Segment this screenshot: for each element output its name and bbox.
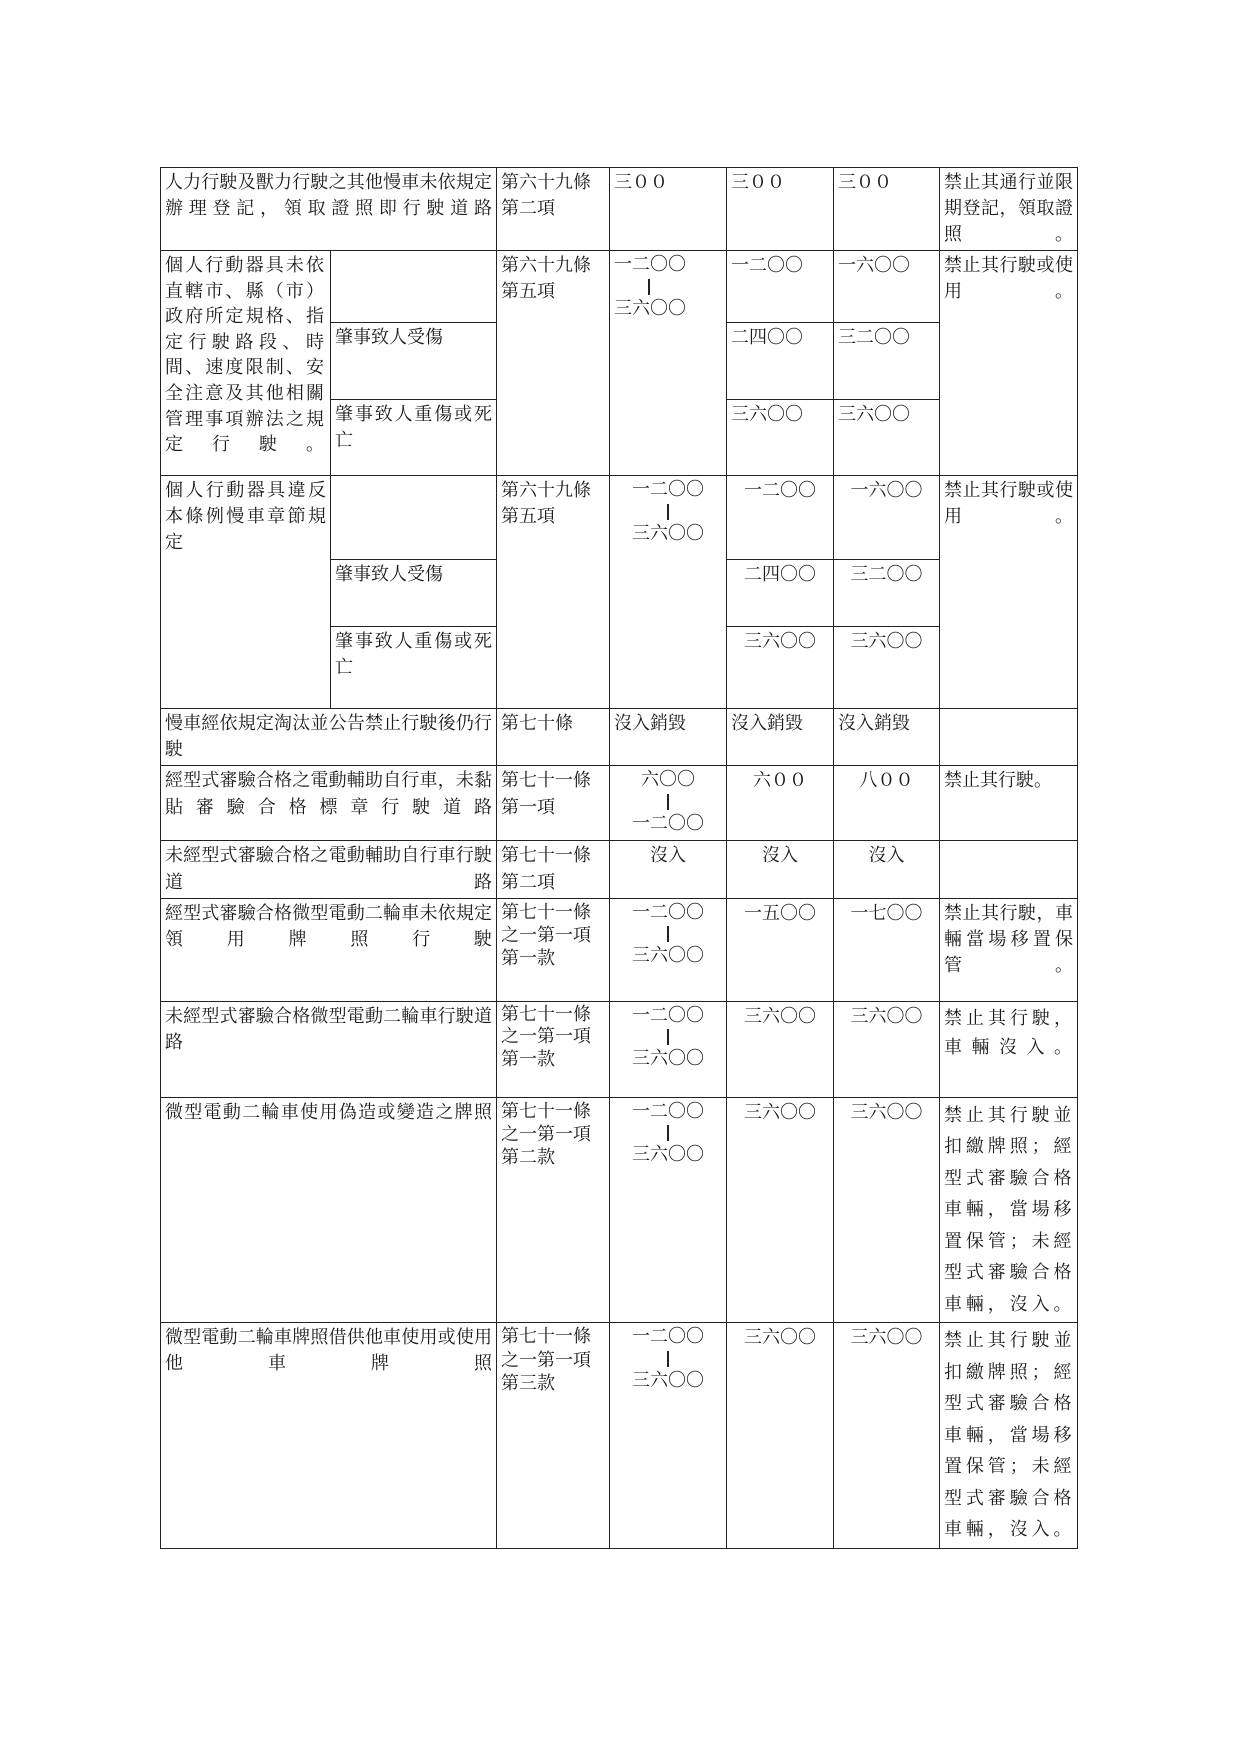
fine-schedule-table [160,167,1078,1549]
table-row [161,1097,1078,1323]
fine-level-3: 沒入銷毀 [834,709,940,766]
table-row [161,766,1078,841]
fine-level-2: 一二〇〇 [727,476,834,560]
table-row [161,1323,1078,1549]
range-bar [667,504,669,520]
behavior-cell: 個人行動器具違反本條例慢車章節規定 [161,476,331,709]
fine-level-3: 三六〇〇 [834,1001,940,1097]
article-cell: 第七十一條之一第一項第三款 [497,1323,610,1549]
sub-condition-cell: 肇事致人重傷或死亡 [331,627,497,709]
note-cell: 禁止其行駛。 [940,766,1078,841]
range-bar [667,1351,669,1367]
table-row [161,251,1078,323]
fine-level-2: 一二〇〇 [727,251,834,323]
note-cell [940,709,1078,766]
note-cell: 禁止其行駛，車輛沒入。 [940,1001,1078,1097]
fine-range-from: 一二〇〇 [632,1326,704,1348]
fine-range-from: 一二〇〇 [632,1100,704,1122]
sub-condition-cell: 肇事致人受傷 [331,323,497,400]
fine-level-2: 沒入 [727,841,834,898]
range-bar [667,926,669,942]
fine-level-2: 三六〇〇 [727,1097,834,1323]
range-bar [648,279,650,295]
fine-level-3: 一七〇〇 [834,898,940,1001]
range-bar [667,1125,669,1141]
table-row [161,898,1078,1001]
table-row [161,168,1078,251]
fine-level-2: 一五〇〇 [727,898,834,1001]
behavior-cell: 微型電動二輪車使用偽造或變造之牌照 [161,1097,497,1323]
fine-range-from: 一二〇〇 [632,1004,704,1026]
behavior-cell: 個人行動器具未依直轄市、縣（市）政府所定規格、指定行駛路段、時間、速度限制、安全注意及其他相關管理事項辦法之規定行駛。 [161,251,331,476]
fine-level-2: 三六〇〇 [727,400,834,476]
fine-range-to: 三六〇〇 [632,1369,704,1391]
fine-level-2: 二四〇〇 [727,323,834,400]
fine-level-1 [610,1323,727,1549]
fine-level-3: 沒入 [834,841,940,898]
article-cell: 第六十九條第二項 [497,168,610,251]
note-cell: 禁止其行駛並扣繳牌照；經型式審驗合格車輛，當場移置保管；未經型式審驗合格車輛，沒入。 [940,1323,1078,1549]
article-cell: 第七十一條之一第一項第一款 [497,1001,610,1097]
behavior-cell: 微型電動二輪車牌照借供他車使用或使用他車牌照 [161,1323,497,1549]
fine-level-2: 沒入銷毀 [727,709,834,766]
fine-level-1 [610,766,727,841]
fine-level-1: 沒入 [610,841,727,898]
article-cell: 第七十一條之一第一項第二款 [497,1097,610,1323]
fine-level-1 [610,476,727,709]
article-cell: 第七十一條第二項 [497,841,610,898]
table-row [161,1001,1078,1097]
fine-level-1 [610,1001,727,1097]
fine-level-3: 三六〇〇 [834,1323,940,1549]
sub-condition-cell: 肇事致人重傷或死亡 [331,400,497,476]
article-cell: 第七十一條第一項 [497,766,610,841]
behavior-cell: 經型式審驗合格微型電動二輪車未依規定領用牌照行駛 [161,898,497,1001]
behavior-cell: 未經型式審驗合格微型電動二輪車行駛道路 [161,1001,497,1097]
note-cell: 禁止其行駛或使用。 [940,476,1078,709]
behavior-cell: 經型式審驗合格之電動輔助自行車，未黏貼審驗合格標章行駛道路 [161,766,497,841]
sub-condition-cell [331,251,497,323]
sub-condition-cell: 肇事致人受傷 [331,560,497,627]
note-cell: 禁止其行駛或使用。 [940,251,1078,476]
fine-range-to: 三六〇〇 [632,1144,704,1166]
fine-level-2: 三００ [727,168,834,251]
fine-level-3: 一六〇〇 [834,476,940,560]
fine-range-to: 三六〇〇 [632,522,704,544]
fine-level-2: 二四〇〇 [727,560,834,627]
fine-level-1 [610,898,727,1001]
article-cell: 第六十九條第五項 [497,251,610,476]
fine-level-3: 八００ [834,766,940,841]
fine-range-from: 一二〇〇 [632,479,704,501]
fine-level-3: 三二〇〇 [834,560,940,627]
fine-level-2: 三六〇〇 [727,1001,834,1097]
range-bar [667,1029,669,1045]
fine-level-3: 三００ [834,168,940,251]
sub-condition-cell [331,476,497,560]
fine-range-to: 三六〇〇 [632,1048,704,1070]
fine-level-2: 三六〇〇 [727,627,834,709]
fine-range-to: 三六〇〇 [614,297,686,319]
fine-level-3: 一六〇〇 [834,251,940,323]
fine-level-3: 三六〇〇 [834,627,940,709]
behavior-cell: 人力行駛及獸力行駛之其他慢車未依規定辦理登記，領取證照即行駛道路 [161,168,497,251]
fine-range-from: 一二〇〇 [632,901,704,923]
fine-level-3: 三六〇〇 [834,1097,940,1323]
fine-level-1: 沒入銷毀 [610,709,727,766]
fine-level-1: 三００ [610,168,727,251]
fine-level-2: 三六〇〇 [727,1323,834,1549]
article-cell: 第七十條 [497,709,610,766]
fine-range-from: 一二〇〇 [614,254,686,276]
table-row [161,476,1078,560]
fine-level-3: 三二〇〇 [834,323,940,400]
note-cell [940,841,1078,898]
behavior-cell: 未經型式審驗合格之電動輔助自行車行駛道路 [161,841,497,898]
fine-range-to: 三六〇〇 [632,945,704,967]
note-cell: 禁止其通行並限期登記，領取證照。 [940,168,1078,251]
table-row [161,841,1078,898]
range-bar [667,794,669,810]
note-cell: 禁止其行駛並扣繳牌照；經型式審驗合格車輛，當場移置保管；未經型式審驗合格車輛，沒入。 [940,1097,1078,1323]
behavior-cell: 慢車經依規定淘汰並公告禁止行駛後仍行駛 [161,709,497,766]
article-cell: 第六十九條第五項 [497,476,610,709]
fine-level-1 [610,251,727,476]
fine-level-1 [610,1097,727,1323]
fine-level-3: 三六〇〇 [834,400,940,476]
fine-range-from: 六〇〇 [641,769,695,791]
table-row [161,709,1078,766]
fine-level-2: 六００ [727,766,834,841]
fine-range-to: 一二〇〇 [632,812,704,834]
article-cell: 第七十一條之一第一項第一款 [497,898,610,1001]
note-cell: 禁止其行駛，車輛當場移置保管。 [940,898,1078,1001]
